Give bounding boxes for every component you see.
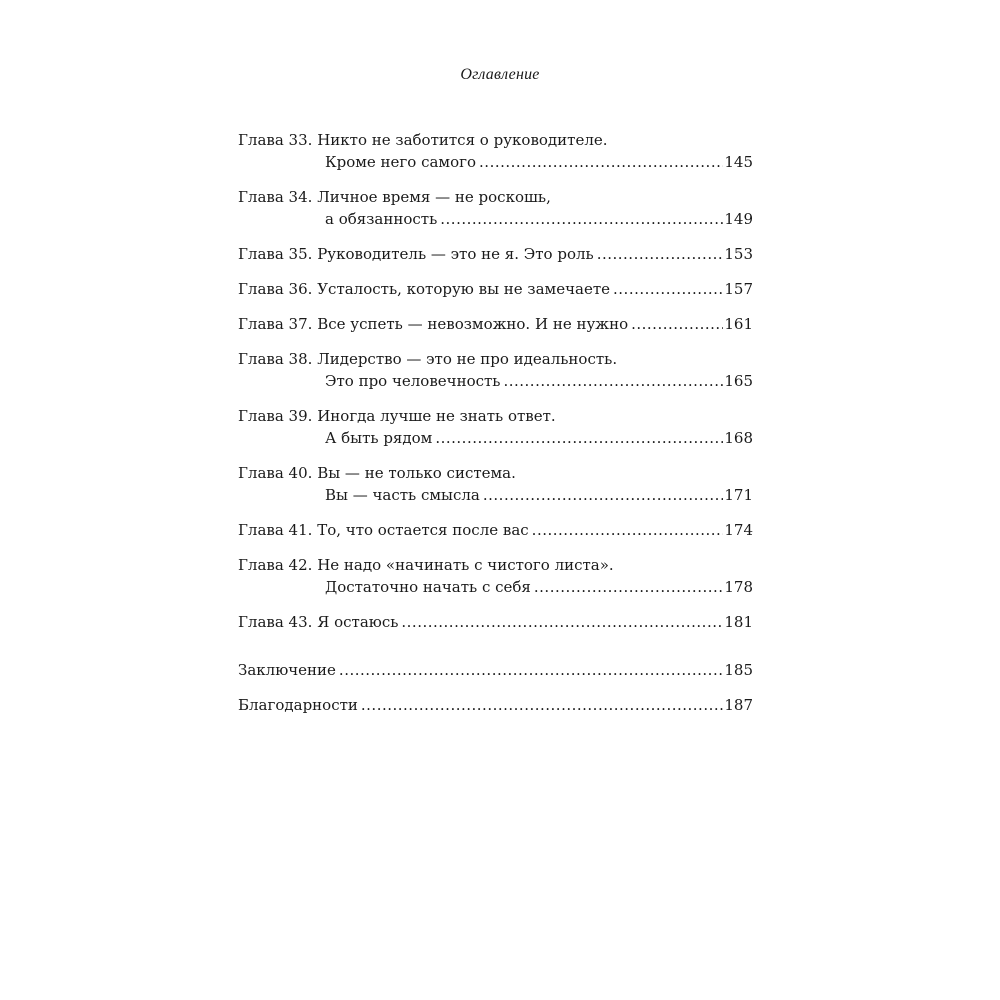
chapter-title-line2: Кроме него самого [325,153,477,171]
chapter-label: Глава 42. [238,556,313,574]
dot-leader [440,208,723,230]
chapter-title-line2: А быть рядом [325,429,433,447]
chapter-title-line1: Никто не заботится о руководителе. [317,131,608,149]
chapter-title-line2: а обязанность [325,210,438,228]
chapter-title: Руководитель — это не я. Это роль [317,245,594,263]
toc-entry-chapter-35 [238,243,753,265]
chapter-label: Глава 36. [238,280,313,298]
chapter-title: Усталость, которую вы не замечаете [317,280,611,298]
dot-leader [613,278,723,300]
dot-leader [361,694,723,716]
chapter-title-line1: Лидерство — это не про идеальность. [317,350,618,368]
dot-leader [435,427,723,449]
page-number: 185 [724,661,753,679]
chapter-title-line2: Это про человечность [325,372,501,390]
chapter-label: Глава 41. [238,521,313,539]
dot-leader [631,313,723,335]
page-number: 181 [724,613,753,631]
page-number: 153 [724,245,753,263]
dot-leader [339,659,723,681]
dot-leader [401,611,723,633]
toc-entry-conclusion [238,659,753,681]
toc-entry-chapter-41 [238,519,753,541]
chapter-label: Глава 43. [238,613,313,631]
chapter-title-line1: Не надо «начинать с чистого листа». [317,556,614,574]
toc-entry-chapter-37 [238,313,753,335]
chapter-label: Глава 33. [238,131,313,149]
toc-entry-chapter-42 [238,554,753,598]
page-number: 171 [724,486,753,504]
chapter-title: То, что остается после вас [317,521,529,539]
toc-entry-chapter-33 [238,129,753,173]
toc-entry-chapter-40 [238,462,753,506]
dot-leader [479,151,723,173]
page-number: 187 [724,696,753,714]
page-number: 157 [724,280,753,298]
chapter-title-line1: Вы — не только система. [317,464,516,482]
page-number: 165 [724,372,753,390]
chapter-label: Глава 37. [238,315,313,333]
dot-leader [597,243,724,265]
chapter-title-line2: Достаточно начать с себя [325,578,531,596]
toc-entry-chapter-43 [238,611,753,633]
toc-entry-chapter-38 [238,348,753,392]
dot-leader [483,484,723,506]
page-number: 178 [724,578,753,596]
toc-entry-chapter-36 [238,278,753,300]
page-title: Оглавление [460,66,540,83]
chapter-title: Я остаюсь [317,613,399,631]
toc-entry-chapter-34 [238,186,753,230]
page-number: 168 [724,429,753,447]
page-number: 174 [724,521,753,539]
toc-entry-acknowledgements [238,694,753,716]
dot-leader [532,519,724,541]
table-of-contents [238,129,753,716]
chapter-title: Все успеть — невозможно. И не нужно [317,315,629,333]
chapter-label: Глава 40. [238,464,313,482]
page-number: 161 [724,315,753,333]
chapter-label: Глава 38. [238,350,313,368]
chapter-label: Глава 34. [238,188,313,206]
chapter-label: Глава 39. [238,407,313,425]
section-title: Заключение [238,661,336,679]
chapter-label: Глава 35. [238,245,313,263]
chapter-title-line1: Личное время — не роскошь, [317,188,551,206]
dot-leader [534,576,723,598]
chapter-title-line1: Иногда лучше не знать ответ. [317,407,556,425]
page-number: 149 [724,210,753,228]
dot-leader [503,370,723,392]
chapter-title-line2: Вы — часть смысла [325,486,480,504]
toc-entry-chapter-39 [238,405,753,449]
page-number: 145 [724,153,753,171]
section-title: Благодарности [238,696,358,714]
